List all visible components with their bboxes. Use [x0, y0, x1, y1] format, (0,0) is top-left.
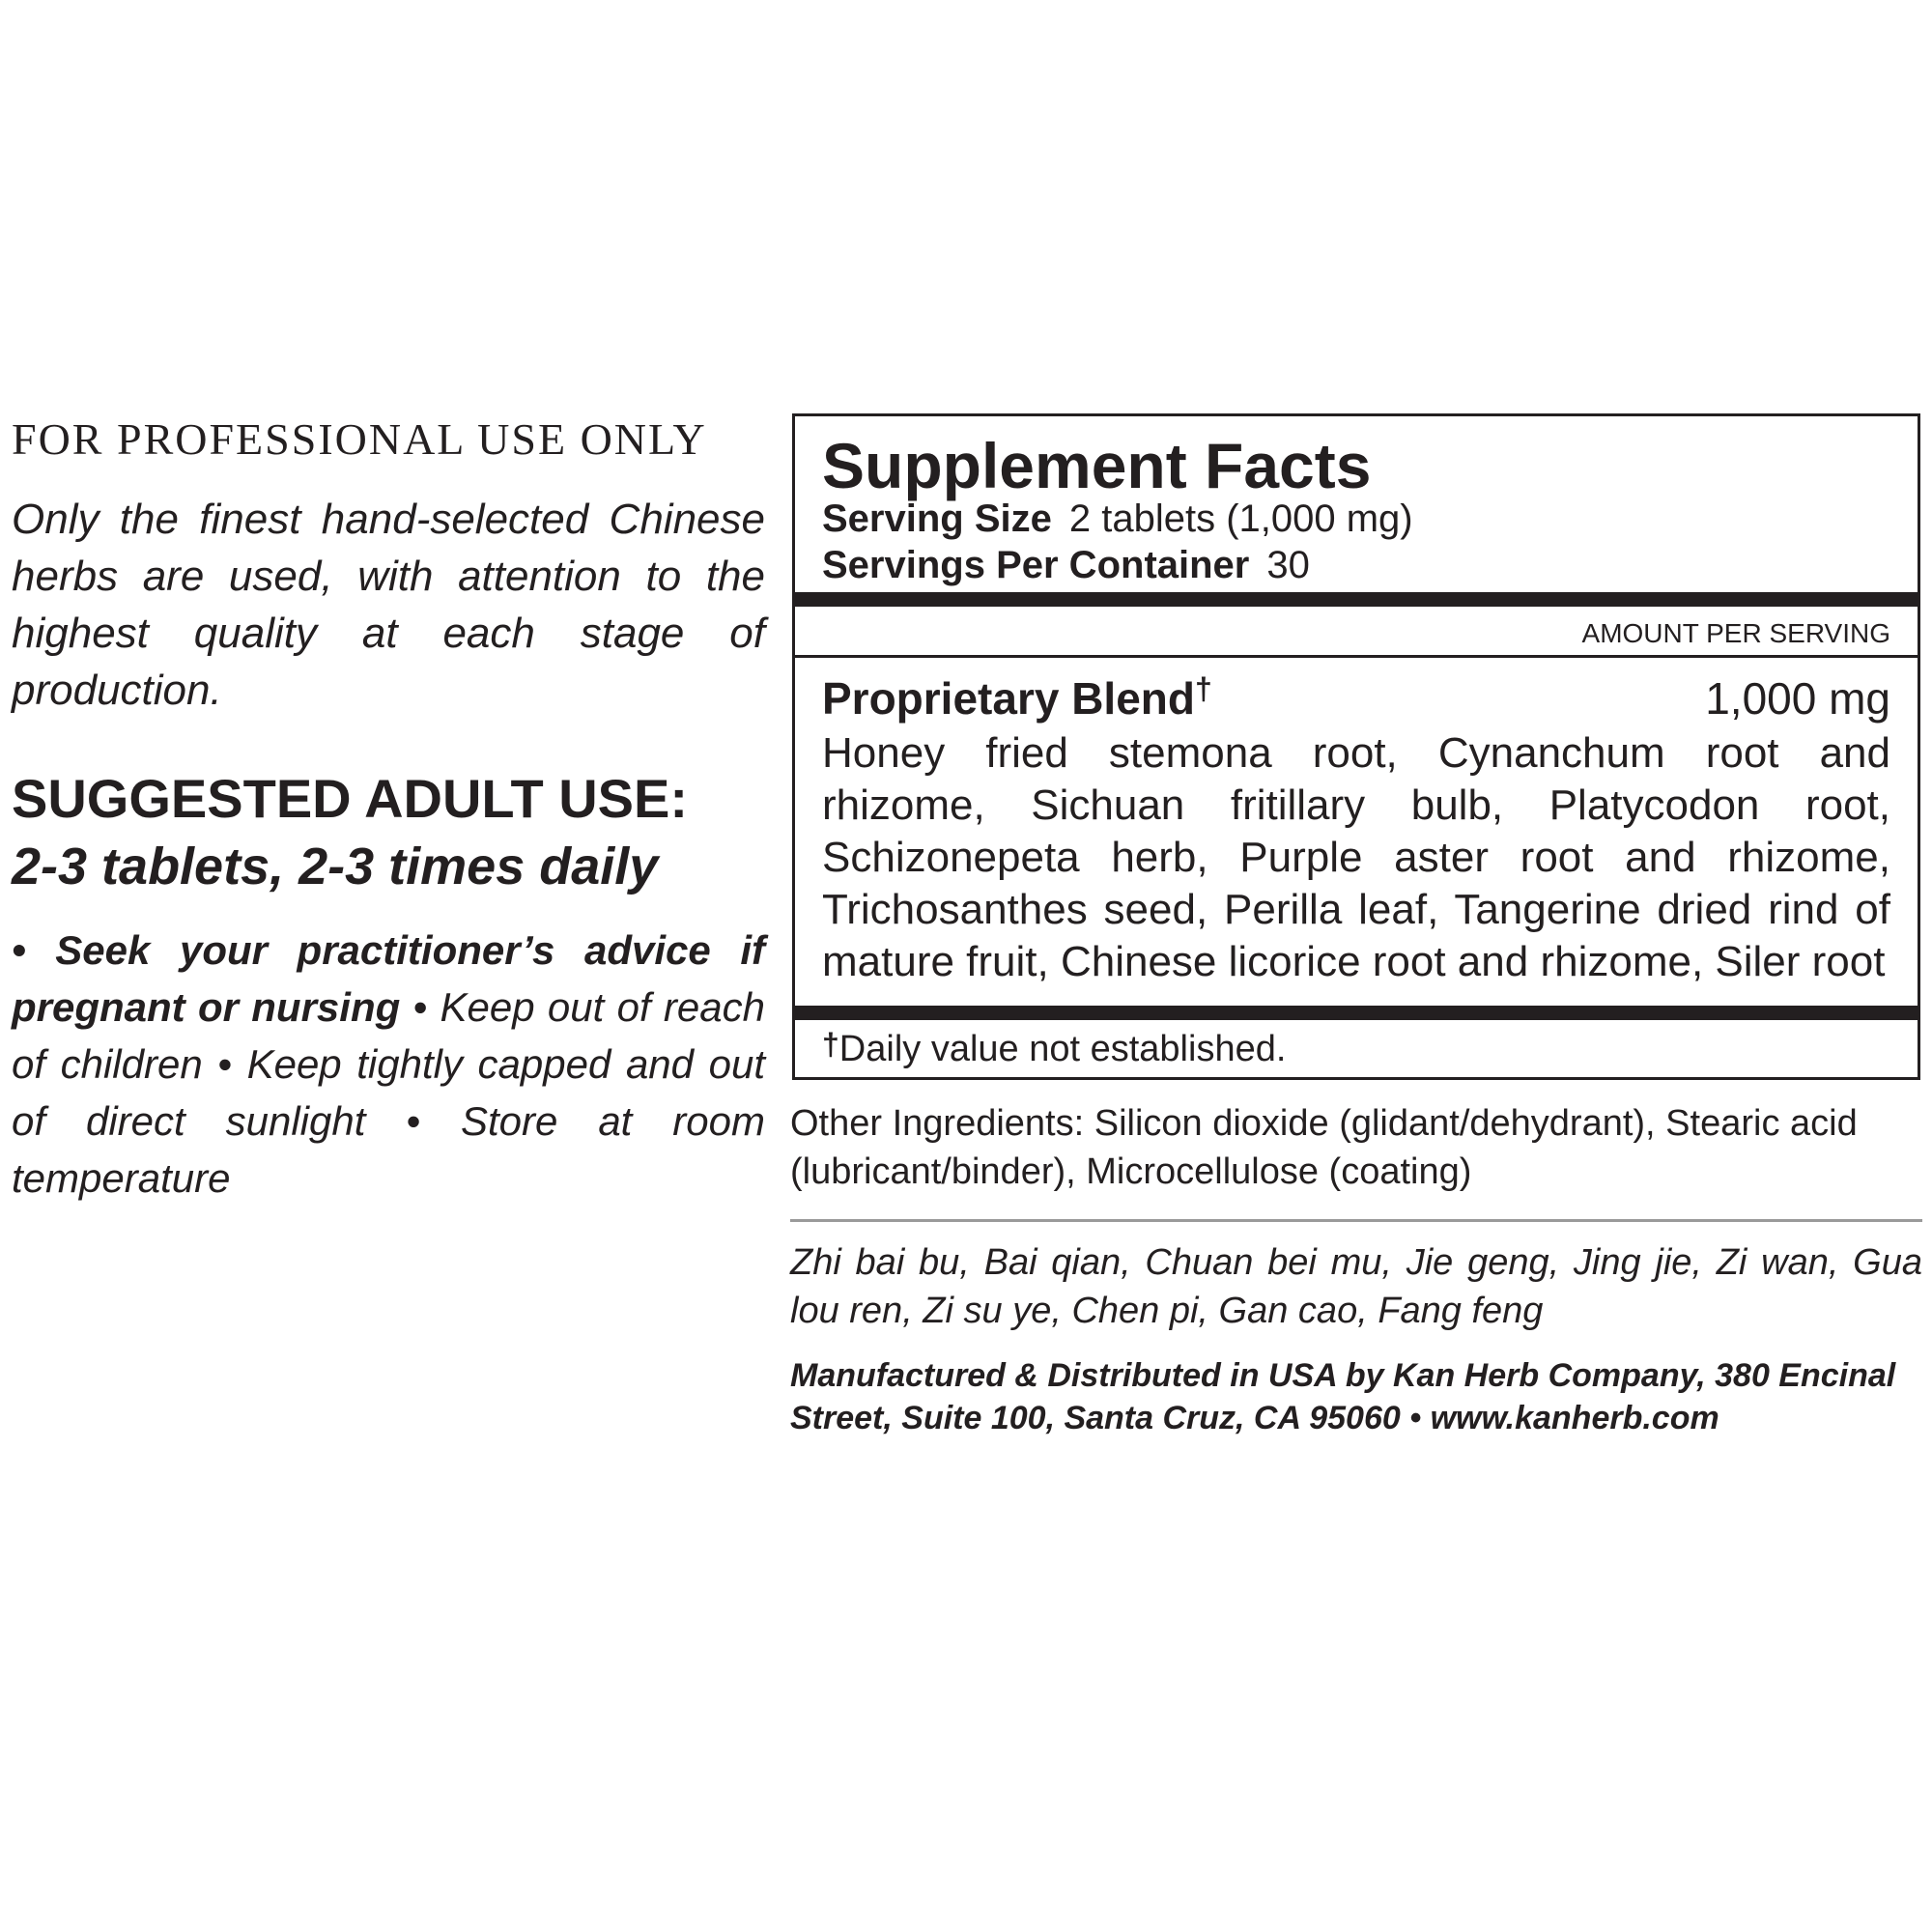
suggested-use-heading: SUGGESTED ADULT USE:: [12, 768, 689, 829]
suggested-use-dose: 2-3 tablets, 2-3 times daily: [12, 838, 659, 895]
dagger-symbol: †: [1195, 671, 1212, 706]
proprietary-blend-label: [822, 669, 1212, 727]
amount-per-serving-header: AMOUNT PER SERVING: [1581, 618, 1890, 648]
footnote: [822, 1025, 1286, 1073]
manufacturer-info: Manufactured & Distributed in USA by Kan Herb Company, 380 Encinal Street, Suite 100, Santa Cruz, CA 95060 • www.kanherb.com: [790, 1357, 1896, 1436]
proprietary-blend-ingredients: Honey fried stemona root, Cynanchum root and rhizome, Sichuan fritillary bulb, Platycodon root, Schizonepeta herb, Purple aster root and rhizome, Trichosanthes seed, Perilla leaf, Tangerine dried rind of mature fruit, Chinese licorice root and rhizome, Siler root: [822, 729, 1890, 985]
warning-rest: • Keep out of reach of children • Keep tightly capped and out of direct sunlight • Store at room temperature: [12, 984, 765, 1201]
serving-size-row: [822, 496, 1413, 542]
left-column: [12, 413, 765, 1207]
warnings-text: [12, 922, 765, 1207]
blend-name-text: Proprietary Blend: [822, 673, 1195, 724]
divider: [790, 1219, 1922, 1222]
supplement-facts-panel: [792, 413, 1920, 1080]
servings-per-container-row: [822, 542, 1310, 588]
supplement-facts-title: Supplement Facts: [822, 430, 1372, 501]
servings-per-container-value: 30: [1266, 544, 1310, 586]
servings-per-container-label: Servings Per Container: [822, 544, 1250, 586]
thin-rule: [795, 655, 1918, 658]
serving-size-label: Serving Size: [822, 497, 1052, 540]
pinyin-herb-names: Zhi bai bu, Bai qian, Chuan bei mu, Jie geng, Jing jie, Zi wan, Gua lou ren, Zi su ye, Chen pi, Gan cao, Fang feng: [790, 1242, 1922, 1331]
proprietary-blend-amount: 1,000 mg: [1705, 673, 1890, 724]
thick-rule-bottom: [795, 1006, 1918, 1020]
thick-rule-top: [795, 592, 1918, 607]
serving-size-value: 2 tablets (1,000 mg): [1068, 497, 1413, 540]
professional-use-notice: FOR PROFESSIONAL USE ONLY: [12, 414, 707, 464]
other-ingredients: Other Ingredients: Silicon dioxide (glidant/dehydrant), Stearic acid (lubricant/binder), Microcellulose (coating): [790, 1103, 1858, 1192]
footnote-text: Daily value not established.: [838, 1029, 1287, 1069]
footnote-dagger: †: [822, 1027, 839, 1062]
intro-text: Only the finest hand-selected Chinese herbs are used, with attention to the highest quality at each stage of production.: [12, 496, 765, 714]
warning-bold: • Seek your practitioner’s advice if pregnant or nursing: [12, 927, 765, 1030]
proprietary-blend-row: [822, 669, 1890, 727]
